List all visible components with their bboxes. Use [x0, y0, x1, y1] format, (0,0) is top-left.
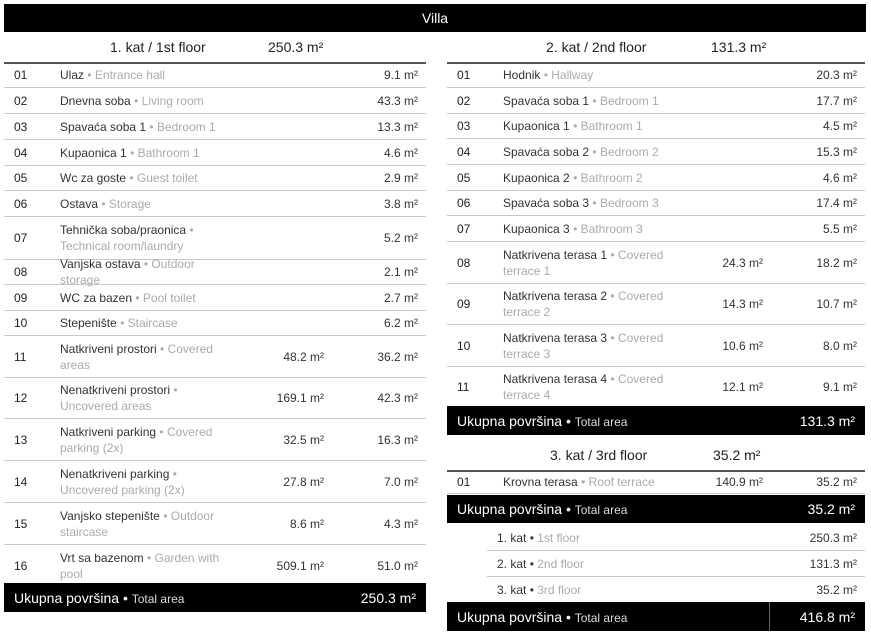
room-name-en: Bedroom 1 — [599, 93, 659, 108]
room-area-net: 18.2 m² — [816, 255, 857, 270]
summary-floor-area: 131.3 m² — [809, 556, 857, 571]
floor1-area: 250.3 m² — [268, 39, 324, 55]
room-name-en: Bedroom 2 — [599, 144, 659, 159]
room-area-gross: 14.3 m² — [722, 297, 763, 311]
row-number: 09 — [14, 290, 28, 305]
room-area-gross: 509.1 m² — [276, 558, 324, 573]
room-name: WC za bazen • Pool toilet — [60, 290, 196, 305]
room-area-net: 9.1 m² — [822, 380, 857, 394]
room-name: Vanjska ostava • Outdoor storage — [60, 257, 195, 287]
summary-floor-name: 1. kat • 1st floor — [497, 530, 580, 545]
table-row — [4, 503, 426, 545]
room-area-net: 4.5 m² — [822, 119, 857, 133]
room-name-en: Staircase — [127, 316, 178, 330]
table-row — [4, 191, 426, 217]
row-number: 06 — [14, 196, 28, 211]
row-number: 07 — [14, 231, 28, 245]
table-row — [4, 461, 426, 503]
room-name-hr: Kupaonica 2 — [503, 170, 570, 185]
floor2-area: 131.3 m² — [711, 39, 767, 55]
row-number: 14 — [14, 474, 28, 489]
floor2-panel — [447, 32, 865, 436]
row-number: 04 — [14, 145, 28, 160]
row-number: 02 — [14, 93, 28, 108]
room-area-gross: 48.2 m² — [283, 349, 324, 364]
floor3-name: 3. kat / 3rd floor — [550, 447, 648, 463]
room-name: Natkriveni parking • Covered parking (2x) — [60, 424, 213, 455]
room-name-hr: Stepenište — [60, 316, 117, 330]
room-name-hr: Ostava — [60, 196, 99, 211]
table-row — [447, 139, 865, 165]
floor3-total-label: Ukupna površina • Total area — [457, 501, 628, 517]
room-name: Ulaz • Entrance hall — [60, 67, 165, 82]
room-name-en: Hallway — [551, 67, 594, 82]
row-number: 08 — [457, 255, 471, 270]
summary-total-label: Ukupna površina • Total area — [457, 608, 628, 625]
room-name: Kupaonica 1 • Bathroom 1 — [503, 119, 643, 133]
room-name-en: Covered areas — [60, 341, 213, 372]
room-name-en: Covered terrace 1 — [503, 247, 664, 278]
room-name-hr: Tehnička soba/praonica — [60, 223, 187, 237]
table-row — [447, 62, 865, 88]
room-name-en: Bathroom 1 — [580, 119, 643, 133]
row-number: 01 — [457, 67, 471, 82]
floor3-total-value: 35.2 m² — [807, 501, 855, 517]
room-name-en: Garden with pool — [60, 550, 220, 581]
room-name-en: Living room — [141, 93, 204, 108]
table-row — [447, 470, 865, 494]
table-row — [4, 140, 426, 166]
row-number: 03 — [457, 119, 471, 133]
room-name: Vrt sa bazenom • Garden with pool — [60, 550, 220, 581]
room-name-hr: Spavaća soba 1 — [503, 93, 590, 108]
table-row — [447, 165, 865, 191]
room-area-net: 13.3 m² — [377, 119, 418, 134]
room-name: Spavaća soba 1 • Bedroom 1 — [503, 93, 659, 108]
room-area-net: 43.3 m² — [377, 93, 418, 108]
room-area-net: 17.4 m² — [816, 196, 857, 210]
room-name-en: Covered terrace 4 — [503, 372, 664, 402]
room-area-net: 17.7 m² — [816, 93, 857, 108]
room-name-hr: Natkriveni parking — [60, 424, 157, 439]
room-name-en: Covered terrace 2 — [503, 289, 664, 319]
room-area-net: 3.8 m² — [383, 196, 418, 211]
table-row — [447, 114, 865, 139]
room-name: Dnevna soba • Living room — [60, 93, 204, 108]
room-name: Natkrivena terasa 4 • Covered terrace 4 — [503, 372, 664, 402]
room-name-hr: Krovna terasa — [503, 474, 578, 489]
floor3-panel — [447, 440, 865, 524]
room-name: Spavaća soba 2 • Bedroom 2 — [503, 144, 659, 159]
room-name-hr: Kupaonica 1 — [503, 119, 570, 133]
floor3-total-bar — [447, 495, 865, 523]
room-area-gross: 27.8 m² — [283, 474, 324, 489]
room-name-en: Pool toilet — [142, 290, 196, 305]
room-area-gross: 169.1 m² — [276, 391, 324, 405]
room-name-en: Outdoor storage — [60, 257, 195, 287]
row-number: 12 — [14, 391, 28, 405]
room-name: Natkrivena terasa 3 • Covered terrace 3 — [503, 330, 664, 361]
room-name-en: Bathroom 3 — [580, 221, 643, 236]
floor3-area: 35.2 m² — [713, 447, 761, 463]
table-row — [4, 545, 426, 587]
row-number: 15 — [14, 516, 28, 531]
room-name-hr: Kupaonica 1 — [60, 145, 127, 160]
room-name-en: Covered parking (2x) — [60, 424, 213, 455]
room-name-en: Bedroom 3 — [599, 196, 659, 210]
room-area-net: 4.3 m² — [383, 516, 418, 531]
row-number: 10 — [14, 316, 28, 330]
room-area-net: 16.3 m² — [377, 432, 418, 447]
room-name: Natkrivena terasa 2 • Covered terrace 2 — [503, 289, 664, 319]
room-area-net: 9.1 m² — [383, 67, 418, 82]
summary-row — [487, 577, 865, 603]
room-name-en: Bedroom 1 — [156, 119, 216, 134]
summary-row — [487, 551, 865, 577]
room-name-hr: Vanjsko stepenište — [60, 508, 160, 523]
room-name-hr: Nenatkriveni parking — [60, 466, 170, 481]
room-name-hr: Ulaz — [60, 67, 85, 82]
table-row — [4, 285, 426, 311]
floor2-total-bar — [447, 406, 865, 435]
room-name-hr: Natkrivena terasa 2 — [503, 289, 608, 303]
row-number: 01 — [457, 474, 471, 489]
floor1-name: 1. kat / 1st floor — [110, 39, 206, 55]
row-number: 11 — [14, 349, 27, 364]
room-name-hr: Dnevna soba — [60, 93, 131, 108]
summary-panel — [447, 525, 865, 633]
room-area-net: 4.6 m² — [383, 145, 418, 160]
room-name-hr: WC za bazen — [60, 290, 133, 305]
room-area-net: 36.2 m² — [377, 349, 418, 364]
room-name-hr: Vanjska ostava — [60, 257, 141, 271]
room-name: Nenatkriveni parking • Uncovered parking (2x) — [60, 466, 185, 497]
room-area-gross: 12.1 m² — [722, 380, 763, 394]
table-row — [447, 216, 865, 242]
floor1-panel — [4, 32, 426, 614]
room-area-net: 51.0 m² — [377, 558, 418, 573]
floor2-header — [447, 32, 865, 64]
room-name-hr: Wc za goste — [60, 171, 127, 185]
table-row — [447, 367, 865, 408]
room-name: Spavaća soba 1 • Bedroom 1 — [60, 119, 216, 134]
room-name: Natkrivena terasa 1 • Covered terrace 1 — [503, 247, 664, 278]
room-area-net: 6.2 m² — [383, 316, 418, 330]
room-area-net: 42.3 m² — [377, 391, 418, 405]
floor1-total-label: Ukupna površina • Total area — [14, 589, 185, 606]
row-number: 05 — [14, 171, 28, 185]
row-number: 11 — [457, 380, 470, 394]
row-number: 16 — [14, 558, 28, 573]
room-area-net: 5.2 m² — [383, 231, 418, 245]
room-name-hr: Vrt sa bazenom — [60, 550, 144, 565]
summary-row — [487, 525, 865, 551]
floor2-name: 2. kat / 2nd floor — [546, 39, 647, 55]
room-name: Kupaonica 2 • Bathroom 2 — [503, 170, 643, 185]
summary-total-bar — [447, 602, 865, 631]
room-area-net: 5.5 m² — [822, 221, 857, 236]
room-name-hr: Natkrivena terasa 3 — [503, 330, 608, 345]
room-area-net: 10.7 m² — [816, 297, 857, 311]
floor3-header — [447, 440, 865, 472]
table-row — [4, 378, 426, 419]
room-name-en: Entrance hall — [94, 67, 165, 82]
row-number: 06 — [457, 196, 471, 210]
table-row — [447, 284, 865, 325]
room-name-hr: Spavaća soba 1 — [60, 119, 147, 134]
room-name-hr: Spavaća soba 3 — [503, 196, 590, 210]
row-number: 13 — [14, 432, 28, 447]
floor2-total-value: 131.3 m² — [799, 412, 855, 429]
summary-floor-name: 3. kat • 3rd floor — [497, 582, 582, 597]
table-row — [4, 217, 426, 260]
row-number: 08 — [14, 265, 28, 279]
table-row — [447, 88, 865, 114]
room-name-hr: Natkrivena terasa 1 — [503, 247, 608, 262]
room-name-en: Uncovered areas — [60, 399, 152, 413]
room-area-net: 35.2 m² — [816, 474, 857, 489]
room-area-net: 2.7 m² — [383, 290, 418, 305]
room-name: Wc za goste • Guest toilet — [60, 171, 198, 185]
table-row — [4, 311, 426, 336]
table-row — [4, 336, 426, 378]
room-name: Kupaonica 1 • Bathroom 1 — [60, 145, 200, 160]
room-name-hr: Spavaća soba 2 — [503, 144, 590, 159]
room-name: Nenatkriveni prostori • Uncovered areas — [60, 383, 178, 413]
room-name: Vanjsko stepenište • Outdoor staircase — [60, 508, 215, 539]
summary-floor-area: 35.2 m² — [816, 582, 857, 597]
row-number: 03 — [14, 119, 28, 134]
table-row — [4, 166, 426, 191]
room-area-net: 2.9 m² — [383, 171, 418, 185]
room-name-hr: Natkriveni prostori — [60, 341, 157, 356]
floor1-total-bar — [4, 583, 426, 612]
table-row — [4, 62, 426, 88]
room-name-en: Guest toilet — [136, 171, 198, 185]
room-area-net: 15.3 m² — [816, 144, 857, 159]
room-name-hr: Hodnik — [503, 67, 541, 82]
row-number: 05 — [457, 170, 471, 185]
room-name-en: Storage — [108, 196, 151, 211]
room-name: Krovna terasa • Roof terrace — [503, 474, 655, 489]
room-name: Kupaonica 3 • Bathroom 3 — [503, 221, 643, 236]
room-area-net: 2.1 m² — [383, 265, 418, 279]
table-row — [4, 257, 426, 287]
room-name-en: Technical room/laundry — [60, 239, 184, 253]
floor2-total-label: Ukupna površina • Total area — [457, 412, 628, 429]
room-name: Hodnik • Hallway — [503, 67, 594, 82]
room-name: Spavaća soba 3 • Bedroom 3 — [503, 196, 659, 210]
row-number: 01 — [14, 67, 28, 82]
room-name-hr: Kupaonica 3 — [503, 221, 570, 236]
summary-floor-area: 250.3 m² — [809, 530, 857, 545]
floor1-total-value: 250.3 m² — [360, 589, 416, 606]
room-name-en: Outdoor staircase — [60, 508, 215, 539]
row-number: 02 — [457, 93, 471, 108]
room-name-en: Covered terrace 3 — [503, 330, 664, 361]
room-area-net: 20.3 m² — [816, 67, 857, 82]
room-name-en: Roof terrace — [588, 474, 655, 489]
room-area-gross: 24.3 m² — [722, 255, 763, 270]
table-row — [447, 191, 865, 216]
room-name: Natkriveni prostori • Covered areas — [60, 341, 213, 372]
table-row — [4, 88, 426, 114]
summary-total-value: 416.8 m² — [799, 608, 855, 625]
room-area-net: 4.6 m² — [822, 170, 857, 185]
row-number: 07 — [457, 221, 471, 236]
room-area-gross: 8.6 m² — [289, 516, 324, 531]
row-number: 10 — [457, 338, 471, 353]
room-name: Tehnička soba/praonica • Technical room/laundry — [60, 223, 194, 253]
room-area-gross: 140.9 m² — [715, 474, 763, 489]
row-number: 09 — [457, 297, 471, 311]
row-number: 04 — [457, 144, 471, 159]
room-area-gross: 32.5 m² — [283, 432, 324, 447]
room-name-en: Uncovered parking (2x) — [60, 482, 185, 497]
page-title: Villa — [4, 4, 866, 32]
room-area-net: 8.0 m² — [822, 338, 857, 353]
room-name-en: Bathroom 2 — [580, 170, 643, 185]
room-name: Ostava • Storage — [60, 196, 151, 211]
table-row — [4, 419, 426, 461]
summary-floor-name: 2. kat • 2nd floor — [497, 556, 584, 571]
room-area-net: 7.0 m² — [383, 474, 418, 489]
table-row — [447, 242, 865, 284]
room-name-hr: Nenatkriveni prostori — [60, 383, 171, 397]
table-row — [447, 325, 865, 367]
floor1-header — [4, 32, 426, 64]
table-row — [4, 114, 426, 140]
room-area-gross: 10.6 m² — [722, 338, 763, 353]
room-name-hr: Natkrivena terasa 4 — [503, 372, 608, 386]
room-name: Stepenište • Staircase — [60, 316, 178, 330]
room-name-en: Bathroom 1 — [137, 145, 200, 160]
